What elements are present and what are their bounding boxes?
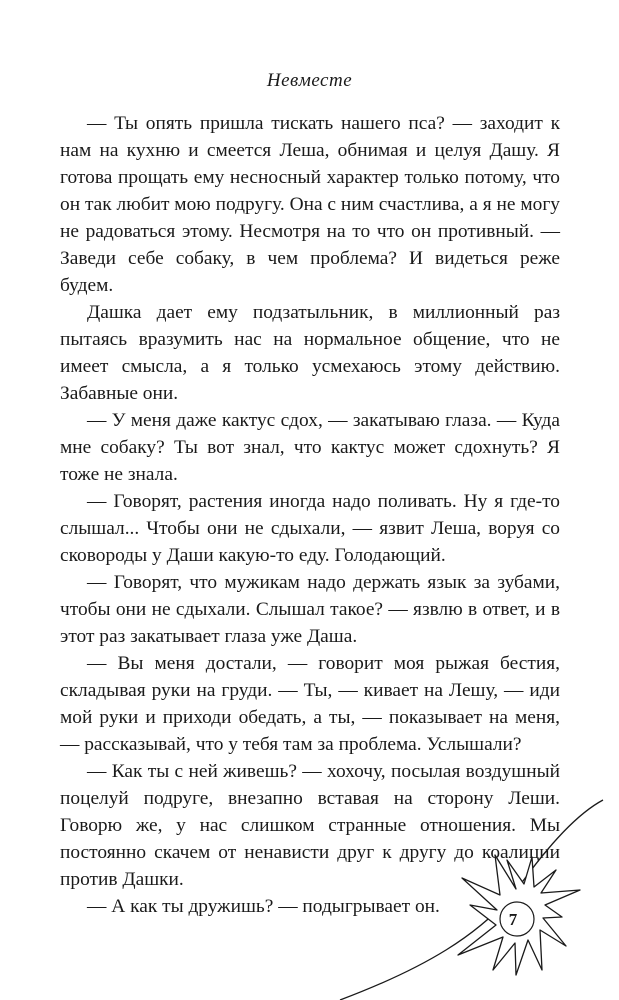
paragraph: — Вы меня достали, — говорит моя рыжая бестия, складывая руки на груди. — Ты, — кивает на Лешу, — иди мой руки и приходи обедать, а ты, — показывает на меня, — рассказывай, что у тебя там за проблема. Услышали? [60,653,560,755]
paragraph: — А как ты дружишь? — подыгрывает он. [87,896,440,917]
paragraph: — У меня даже кактус сдох, — закатываю глаза. — Куда мне собаку? Ты вот знал, что кактус может сдохнуть? Я тоже не знала. [60,410,560,485]
paragraph: — Ты опять пришла тискать нашего пса? — заходит к нам на кухню и смеется Леша, обнимая и целуя Дашу. Я готова прощать ему несносный характер только потому, что он так любит мою подругу. Она с ним счастлива, а я не могу не радоваться этому. Несмотря на то что он противный. — Заведи себе собаку, в чем проблема? И видеться реже будем. [60,113,560,296]
paragraph: — Как ты с ней живешь? — хохочу, посылая воздушный поцелуй подруге, внезапно вставая на сторону Леши. Говорю же, у нас слишком странные отношения. Мы постоянно скачем от ненависти друг к другу до коалиции против Дашки. [60,761,560,890]
paragraph: Дашка дает ему подзатыльник, в миллионный раз пытаясь вразумить нас на нормальное общение, что не имеет смысла, а я только усмехаюсь этому действию. Забавные они. [60,302,560,404]
running-title: Невместе [266,70,353,91]
paragraph: — Говорят, растения иногда надо поливать. Ну я где-то слышал... Чтобы они не сдыхали, — язвит Леша, воруя со сковороды у Даши какую-то еду. Голодающий. [60,491,560,566]
paragraph: — Говорят, что мужикам надо держать язык за зубами, чтобы они не сдыхали. Слышал такое? — язвлю в ответ, и в этот раз закатывает глаза уже Даша. [60,572,560,647]
page-number: 7 [508,910,518,929]
